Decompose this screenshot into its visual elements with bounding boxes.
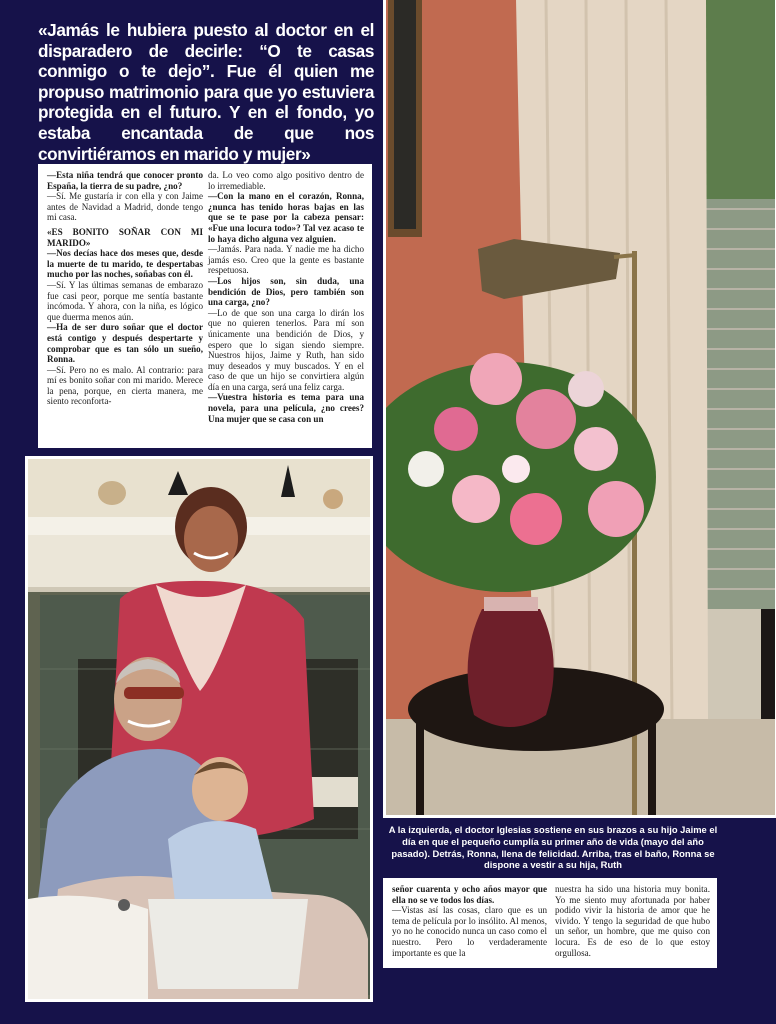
question-paragraph: —Con la mano en el corazón, Ronna, ¿nunca has tenido horas bajas en las que se te pase por la cabeza pensar: «Fue una locura todo»? Tal vez acaso te lo haya dicho alguna vez alguien. <box>208 191 364 244</box>
question-paragraph: —Nos decías hace dos meses que, desde la muerte de tu marido, te despertabas mucho por las noches, soñabas con él. <box>47 248 203 280</box>
answer-paragraph: —Sí. Y las últimas semanas de embarazo fue casi peor, porque me sentía bastante incómoda. Y ahora, con la niña, es lógico que duerma menos aún. <box>47 279 203 322</box>
question-paragraph: —Ha de ser duro soñar que el doctor está contigo y después despertarte y comprobar que es tan sólo un sueño, Ronna. <box>47 322 203 365</box>
mother-daughter-photo <box>383 0 776 818</box>
section-subheading: «ES BONITO SOÑAR CON MI MARIDO» <box>47 226 203 248</box>
answer-paragraph: nuestra ha sido una historia muy bonita. Yo me siento muy afortunada por haber podido vivir la historia de amor que he vivido. Y tengo la seguridad de que hubo un señor, un hombre, que me quiso con locura. Es de eso de lo que estoy orgullosa. <box>555 884 710 958</box>
answer-paragraph: —Sí. Me gustaría ir con ella y con Jaime antes de Navidad a Madrid, donde tengo mi casa. <box>47 191 203 223</box>
question-paragraph: señor cuarenta y ocho años mayor que ella no se ve todos los días. <box>392 884 547 905</box>
interview-column-1 <box>47 170 203 407</box>
answer-paragraph: —Sí. Pero no es malo. Al contrario: para mí es bonito soñar con mi marido. Merece la pena, porque, en cierta manera, me siento reconforta- <box>47 364 203 407</box>
continuation-text-box <box>383 878 717 968</box>
answer-paragraph: —Lo de que son una carga lo dirán los que no quieren tenerlos. Para mí son únicamente una bendición de Dios, y espero que lo sigan siendo siempre. Nuestros hijos, Jaime y Ruth, han sido muy deseados y muy buscados. Y en el caso de que un hijo se convirtiera algún día en una carga, será una feliz carga. <box>208 307 364 392</box>
question-paragraph: —Los hijos son, sin duda, una bendición de Dios, pero también son una carga, ¿no? <box>208 275 364 308</box>
interview-column-2 <box>208 170 364 424</box>
question-paragraph: —Esta niña tendrá que conocer pronto España, la tierra de su padre, ¿no? <box>47 170 203 191</box>
family-photo <box>25 456 373 1002</box>
photo-caption: A la izquierda, el doctor Iglesias sostiene en sus brazos a su hijo Jaime el día en que el pequeño cumplía su primer año de vida (mayo del año pasado). Detrás, Ronna, llena de felicidad. Arriba, tras el baño, Ronna se dispone a vestir a su hija, Ruth <box>388 824 718 871</box>
answer-paragraph: —Jamás. Para nada. Y nadie me ha dicho jamás eso. Creo que la gente es bastante respetuosa. <box>208 244 364 276</box>
living-room-illustration <box>386 0 776 818</box>
headline-quote: «Jamás le hubiera puesto al doctor en el disparadero de decirle: “O te casas conmigo o te dejo”. Fue él quien me propuso matrimonio para que yo estuviera protegida en el futuro. Y en el fondo, yo estaba encantada de que nos convirtiéramos en marido y mujer» <box>38 20 374 164</box>
family-photo-illustration <box>28 459 373 1002</box>
answer-paragraph: da. Lo veo como algo positivo dentro de lo irremediable. <box>208 170 364 191</box>
answer-paragraph: —Vistas así las cosas, claro que es un tema de película por lo insólito. Al menos, yo no he conocido nunca un caso como el nuestro. Pero lo verdaderamente importante es que la <box>392 905 547 958</box>
continuation-column-2 <box>555 884 710 958</box>
interview-text-box <box>38 164 372 448</box>
continuation-column-1 <box>392 884 547 958</box>
question-paragraph: —Vuestra historia es tema para una novela, para una película, ¿no crees? Una mujer que se casa con un <box>208 392 364 424</box>
